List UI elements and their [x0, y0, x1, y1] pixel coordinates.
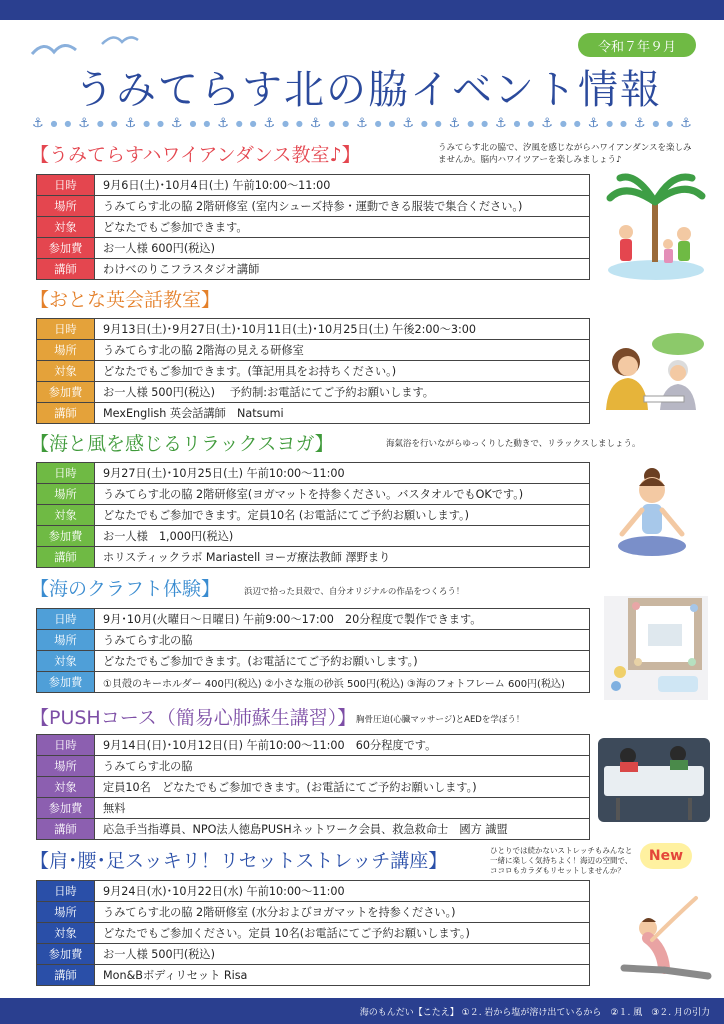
yoga-title: 【海と風を感じるリラックスヨガ】 — [30, 433, 334, 455]
anchor-icon: ⚓ — [32, 115, 44, 131]
anchor-icon: ⚓ — [680, 115, 692, 131]
value-fee: お一人様 500円(税込) 予約制:お電話にてご予約お願いします。 — [95, 382, 590, 403]
craft-table — [36, 608, 590, 693]
value-instructor: Mon&Bボディリセット Risa — [95, 965, 590, 986]
anchor-icon: ⚓ — [541, 115, 553, 131]
label-venue: 場所 — [37, 484, 95, 505]
anchor-icon: ⚓ — [633, 115, 646, 131]
table-row — [37, 403, 590, 424]
table-row — [37, 361, 590, 382]
label-venue: 場所 — [37, 902, 95, 923]
table-row — [37, 756, 590, 777]
value-instructor: 応急手当指導員、NPO法人徳島PUSHネットワーク会員、救急救命士 國方 識盟 — [95, 819, 590, 840]
push-course-note: 胸骨圧迫(心臓マッサージ)とAEDを学ぼう！ — [356, 715, 525, 725]
table-row — [37, 547, 590, 568]
table-row — [37, 965, 590, 986]
value-fee: ①貝殻のキーホルダー 400円(税込) ②小さな瓶の砂浜 500円(税込) ③海のフォトフレーム 600円(税込) — [95, 672, 590, 693]
table-row — [37, 777, 590, 798]
table-row — [37, 319, 590, 340]
hawaiian-dance-note: うみてらす北の脇で、汐風を感じながらハワイアンダンスを楽しみませんか。脳内ハワイツアーを楽しみましょう♪ — [438, 143, 692, 165]
anchor-border: ⚓ ● ● ⚓ ● ● ⚓ ● ● ⚓ ● ● ⚓ ● ● ⚓ ● ● ⚓ ● ● ⚓ ● ● ⚓ ● ● ⚓ ● ● ⚓ ● ● ⚓ ● ● ⚓ ● ● ⚓ ● ● ⚓ — [32, 115, 692, 131]
push-course-title: 【PUSHコース（簡易心肺蘇生講習）】 — [30, 707, 357, 729]
hawaiian-dance-title: 【うみてらすハワイアンダンス教室♪】 — [30, 144, 361, 166]
anchor-icon: ⚓ — [217, 115, 229, 131]
value-venue: うみてらす北の脇 2階研修室 (室内シューズ持参・運動できる服装で集合ください。) — [95, 196, 590, 217]
value-target: どなたでもご参加できます。(筆記用具をお持ちください。) — [95, 361, 590, 382]
stretch-note: ひとりでは続かないストレッチもみんなと一緒に楽しく気持ちよく！海辺の空間で、ココロもカラダもリセットしませんか？ — [490, 846, 633, 875]
yoga-note: 海氣浴を行いながらゆっくりした動きで、リラックスしましょう。 — [386, 439, 641, 449]
english-class-title: 【おとな英会話教室】 — [30, 289, 221, 311]
label-datetime: 日時 — [37, 735, 95, 756]
value-fee: お一人様 600円(税込) — [95, 238, 590, 259]
value-datetime: 9月24日(水)･10月22日(水) 午前10:00～11:00 — [95, 881, 590, 902]
label-datetime: 日時 — [37, 319, 95, 340]
label-fee: 参加費 — [37, 798, 95, 819]
value-venue: うみてらす北の脇 — [95, 630, 590, 651]
push-course-table — [36, 734, 590, 840]
anchor-icon: ⚓ — [170, 115, 183, 131]
cpr-training-photo — [598, 738, 710, 822]
table-row — [37, 238, 590, 259]
label-target: 対象 — [37, 777, 95, 798]
anchor-icon: ⚓ — [309, 115, 322, 131]
value-instructor: MexEnglish 英会話講師 Natsumi — [95, 403, 590, 424]
value-instructor: わけべのりこフラスタジオ講師 — [95, 259, 590, 280]
table-row — [37, 902, 590, 923]
english-conversation-illustration — [598, 330, 708, 412]
table-row — [37, 484, 590, 505]
anchor-icon: ⚓ — [356, 115, 368, 131]
table-row — [37, 672, 590, 693]
value-datetime: 9月27日(土)･10月25日(土) 午前10:00～11:00 — [95, 463, 590, 484]
table-row — [37, 340, 590, 361]
stretch-title: 【肩･腰･足スッキリ！リセットストレッチ講座】 — [30, 850, 448, 872]
value-fee: 無料 — [95, 798, 590, 819]
hawaiian-dance-table — [36, 174, 590, 280]
label-target: 対象 — [37, 505, 95, 526]
table-row — [37, 881, 590, 902]
anchor-icon: ⚓ — [78, 115, 90, 131]
table-row — [37, 944, 590, 965]
label-datetime: 日時 — [37, 463, 95, 484]
label-venue: 場所 — [37, 196, 95, 217]
value-venue: うみてらす北の脇 2階海の見える研修室 — [95, 340, 590, 361]
value-target: どなたでもご参加できます。 — [95, 217, 590, 238]
value-target: どなたでもご参加できます。(お電話にてご予約お願いします。) — [95, 651, 590, 672]
value-venue: うみてらす北の脇 2階研修室 (水分およびヨガマットを持参ください。) — [95, 902, 590, 923]
yoga-table — [36, 462, 590, 568]
page-title: うみてらす北の脇イベント情報 — [74, 67, 662, 113]
label-fee: 参加費 — [37, 944, 95, 965]
table-row — [37, 259, 590, 280]
table-row — [37, 382, 590, 403]
label-fee: 参加費 — [37, 526, 95, 547]
anchor-icon: ⚓ — [587, 115, 600, 131]
value-instructor: ホリスティックラボ Mariastell ヨーガ療法教師 澤野まり — [95, 547, 590, 568]
value-target: 定員10名 どなたでもご参加できます。(お電話にてご予約お願いします。) — [95, 777, 590, 798]
table-row — [37, 651, 590, 672]
table-row — [37, 923, 590, 944]
footer-bar — [0, 998, 724, 1024]
shell-craft-photo — [604, 596, 708, 700]
label-datetime: 日時 — [37, 881, 95, 902]
new-badge: New — [640, 843, 692, 869]
yoga-girl-illustration — [612, 462, 692, 566]
table-row — [37, 630, 590, 651]
value-fee: お一人様 1,000円(税込) — [95, 526, 590, 547]
value-target: どなたでもご参加ください。定員 10名(お電話にてご予約お願いします。) — [95, 923, 590, 944]
label-venue: 場所 — [37, 630, 95, 651]
label-instructor: 講師 — [37, 965, 95, 986]
english-class-table — [36, 318, 590, 424]
table-row — [37, 505, 590, 526]
table-row — [37, 526, 590, 547]
anchor-icon: ⚓ — [448, 115, 461, 131]
table-row — [37, 798, 590, 819]
label-instructor: 講師 — [37, 819, 95, 840]
value-datetime: 9月6日(土)･10月4日(土) 午前10:00～11:00 — [95, 175, 590, 196]
stretching-woman-illustration — [604, 888, 712, 988]
label-instructor: 講師 — [37, 403, 95, 424]
label-fee: 参加費 — [37, 382, 95, 403]
label-instructor: 講師 — [37, 547, 95, 568]
table-row — [37, 175, 590, 196]
value-target: どなたでもご参加できます。定員10名 (お電話にてご予約お願いします。) — [95, 505, 590, 526]
anchor-icon: ⚓ — [263, 115, 276, 131]
table-row — [37, 463, 590, 484]
label-venue: 場所 — [37, 340, 95, 361]
label-target: 対象 — [37, 651, 95, 672]
craft-title: 【海のクラフト体験】 — [30, 578, 221, 600]
craft-note: 浜辺で拾った貝殻で、自分オリジナルの作品をつくろう！ — [244, 587, 465, 597]
value-fee: お一人様 500円(税込) — [95, 944, 590, 965]
value-datetime: 9月･10月(火曜日～日曜日) 午前9:00～17:00 20分程度で製作できます。 — [95, 609, 590, 630]
label-instructor: 講師 — [37, 259, 95, 280]
label-target: 対象 — [37, 923, 95, 944]
anchor-icon: ⚓ — [124, 115, 137, 131]
table-row — [37, 196, 590, 217]
label-datetime: 日時 — [37, 175, 95, 196]
palm-tree-dancers-illustration — [606, 172, 706, 282]
label-datetime: 日時 — [37, 609, 95, 630]
top-bar — [0, 0, 724, 20]
anchor-icon: ⚓ — [494, 115, 507, 131]
label-fee: 参加費 — [37, 238, 95, 259]
value-datetime: 9月13日(土)･9月27日(土)･10月11日(土)･10月25日(土) 午後2:00～3:00 — [95, 319, 590, 340]
table-row — [37, 735, 590, 756]
table-row — [37, 217, 590, 238]
label-target: 対象 — [37, 361, 95, 382]
value-venue: うみてらす北の脇 — [95, 756, 590, 777]
table-row — [37, 609, 590, 630]
quiz-answer-text: 海のもんだい【こたえ】 ①２. 岩から塩が溶け出ているから ②１. 風 ③２. 月の引力 — [359, 1007, 710, 1018]
stretch-table — [36, 880, 590, 986]
table-row — [37, 819, 590, 840]
date-badge: 令和７年９月 — [578, 33, 696, 57]
value-venue: うみてらす北の脇 2階研修室(ヨガマットを持参ください。バスタオルでもOKです。) — [95, 484, 590, 505]
label-target: 対象 — [37, 217, 95, 238]
label-fee: 参加費 — [37, 672, 95, 693]
anchor-icon: ⚓ — [402, 115, 415, 131]
label-venue: 場所 — [37, 756, 95, 777]
value-datetime: 9月14日(日)･10月12日(日) 午前10:00～11:00 60分程度です。 — [95, 735, 590, 756]
